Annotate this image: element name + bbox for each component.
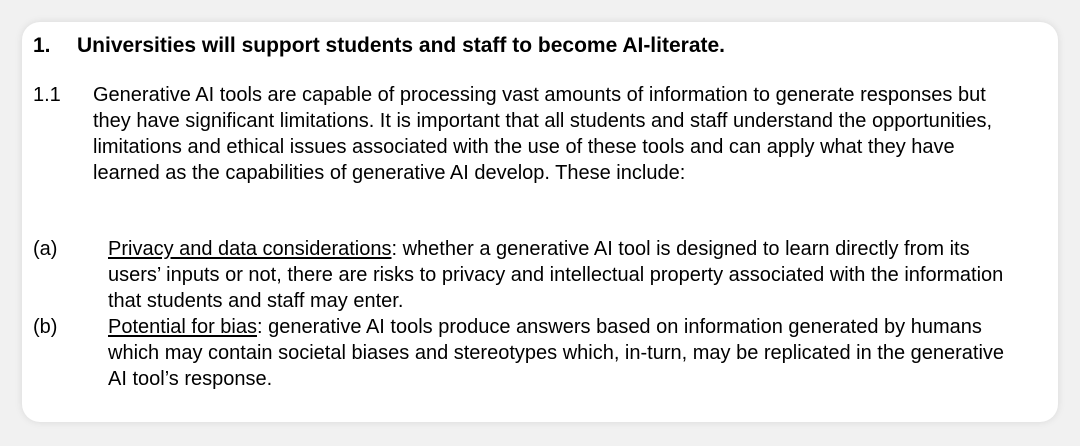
document-excerpt	[22, 22, 1058, 422]
list-item-label: (a)	[33, 238, 58, 260]
list-item-body: : whether a generative AI tool is designed to learn directly from its users’ inputs or not, there are risks to privacy and intellectual property associated with the information that students and staff may enter.	[108, 238, 1004, 312]
list-item-body: : generative AI tools produce answers based on information generated by humans which may contain societal biases and stereotypes which, in-turn, may be replicated in the generative AI tool’s response.	[108, 316, 1005, 390]
paragraph-1-1	[33, 82, 1033, 212]
list-item-term: Privacy and data considerations	[108, 238, 392, 260]
list-item-a	[33, 236, 1033, 314]
section-heading	[33, 32, 725, 60]
list-item-b	[33, 314, 1033, 392]
list-item-text	[108, 314, 1023, 392]
paragraph-text: Generative AI tools are capable of processing vast amounts of information to generate responses but they have significant limitations. It is important that all students and staff understand the opportunities, limitations and ethical issues associated with the use of these tools and can apply what they have learned as the capabilities of generative AI develop. These include:	[93, 84, 993, 184]
section-number: 1.	[33, 34, 51, 57]
list-item-term: Potential for bias	[108, 316, 257, 338]
section-title: Universities will support students and staff to become AI-literate.	[77, 34, 726, 57]
list-item-label: (b)	[33, 316, 58, 338]
document-card	[22, 22, 1058, 422]
list-item-text	[108, 236, 1023, 314]
paragraph-number: 1.1	[33, 84, 61, 106]
